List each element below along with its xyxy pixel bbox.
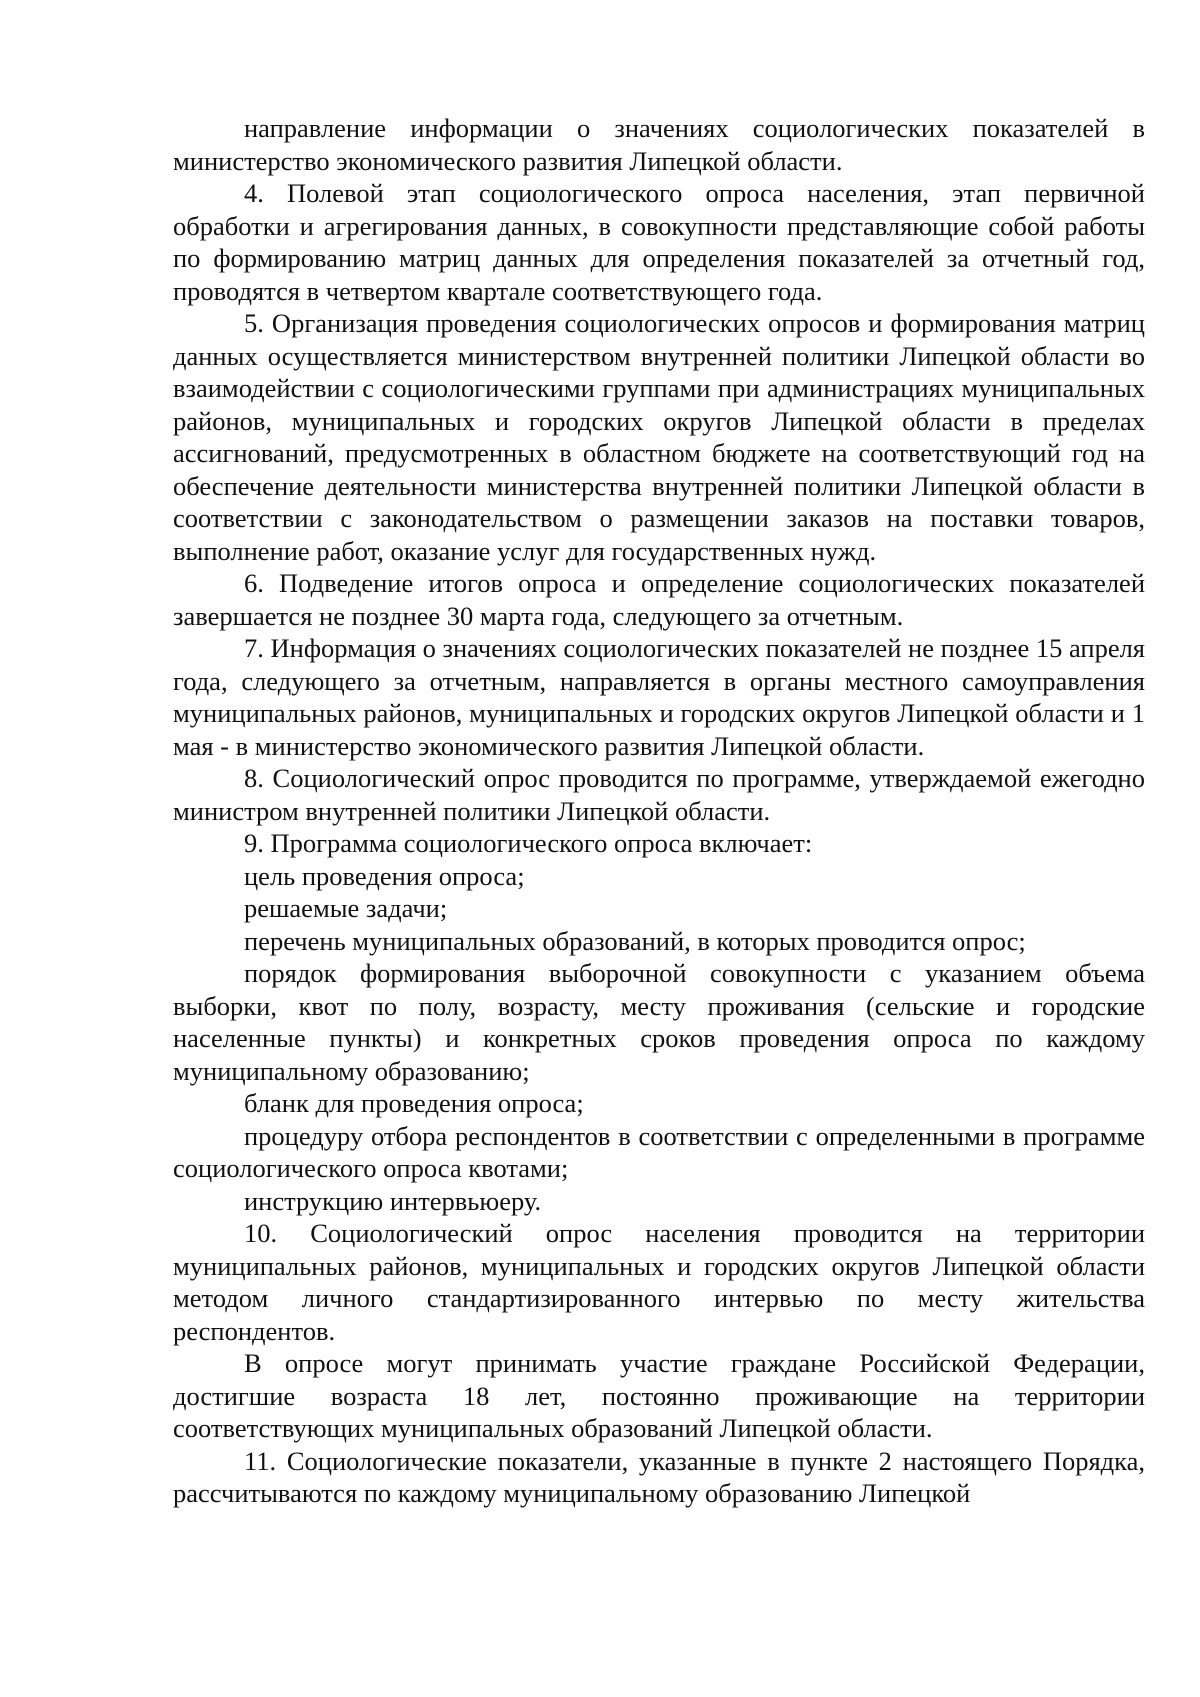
paragraph-continuation: направление информации о значениях социологических показателей в министерство экономического развития Липецкой области.	[173, 113, 1145, 176]
program-list-item: процедуру отбора респондентов в соответствии с определенными в программе социологического опроса квотами;	[173, 1120, 1145, 1183]
paragraph-item-8: 8. Социологический опрос проводится по программе, утверждаемой ежегодно министром внутренней политики Липецкой области.	[173, 763, 1145, 826]
program-list-item: инструкцию интервьюеру.	[244, 1185, 542, 1216]
paragraph-item-11: 11. Социологические показатели, указанные в пункте 2 настоящего Порядка, рассчитываются по каждому муниципальному образованию Липецкой	[173, 1445, 1145, 1508]
paragraph-item-9: 9. Программа социологического опроса включает:	[244, 828, 813, 858]
program-list-item: перечень муниципальных образований, в которых проводится опрос;	[244, 925, 1026, 956]
paragraph-item-7: 7. Информация о значениях социологических показателей не позднее 15 апреля года, следующего за отчетным, направляется в органы местного самоуправления муниципальных районов, муниципальных и городских округов Липецкой области и 1 мая - в министерство экономического развития Липецкой области.	[173, 633, 1145, 761]
document-body	[173, 112, 1145, 1510]
paragraph-participants: В опросе могут принимать участие граждане Российской Федерации, достигшие возраста 18 лет, постоянно проживающие на территории соответствующих муниципальных образований Липецкой области.	[173, 1348, 1145, 1443]
program-list-item: решаемые задачи;	[244, 893, 448, 923]
paragraph-item-4: 4. Полевой этап социологического опроса населения, этап первичной обработки и агрегирования данных, в совокупности представляющие собой работы по формированию матриц данных для определения показателей за отчетный год, проводятся в четвертом квартале соответствующего года.	[173, 178, 1145, 306]
program-list-item: бланк для проведения опроса;	[244, 1088, 584, 1118]
paragraph-item-5: 5. Организация проведения социологических опросов и формирования матриц данных осуществляется министерством внутренней политики Липецкой области во взаимодействии с социологическими группами при администрациях муниципальных районов, муниципальных и городских округов Липецкой области в пределах ассигнований, предусмотренных в областном бюджете на соответствующий год на обеспечение деятельности министерства внутренней политики Липецкой области в соответствии с законодательством о размещении заказов на поставки товаров, выполнение работ, оказание услуг для государственных нужд.	[173, 308, 1145, 566]
paragraph-item-10: 10. Социологический опрос населения проводится на территории муниципальных районов, муниципальных и городских округов Липецкой области методом личного стандартизированного интервью по месту жительства респондентов.	[173, 1218, 1145, 1346]
program-list-item: цель проведения опроса;	[244, 860, 525, 891]
program-list-item: порядок формирования выборочной совокупности с указанием объема выборки, квот по полу, возрасту, месту проживания (сельские и городские населенные пункты) и конкретных сроков проведения опроса по каждому муниципальному образованию;	[173, 958, 1145, 1086]
paragraph-item-6: 6. Подведение итогов опроса и определение социологических показателей завершается не позднее 30 марта года, следующего за отчетным.	[173, 568, 1145, 631]
